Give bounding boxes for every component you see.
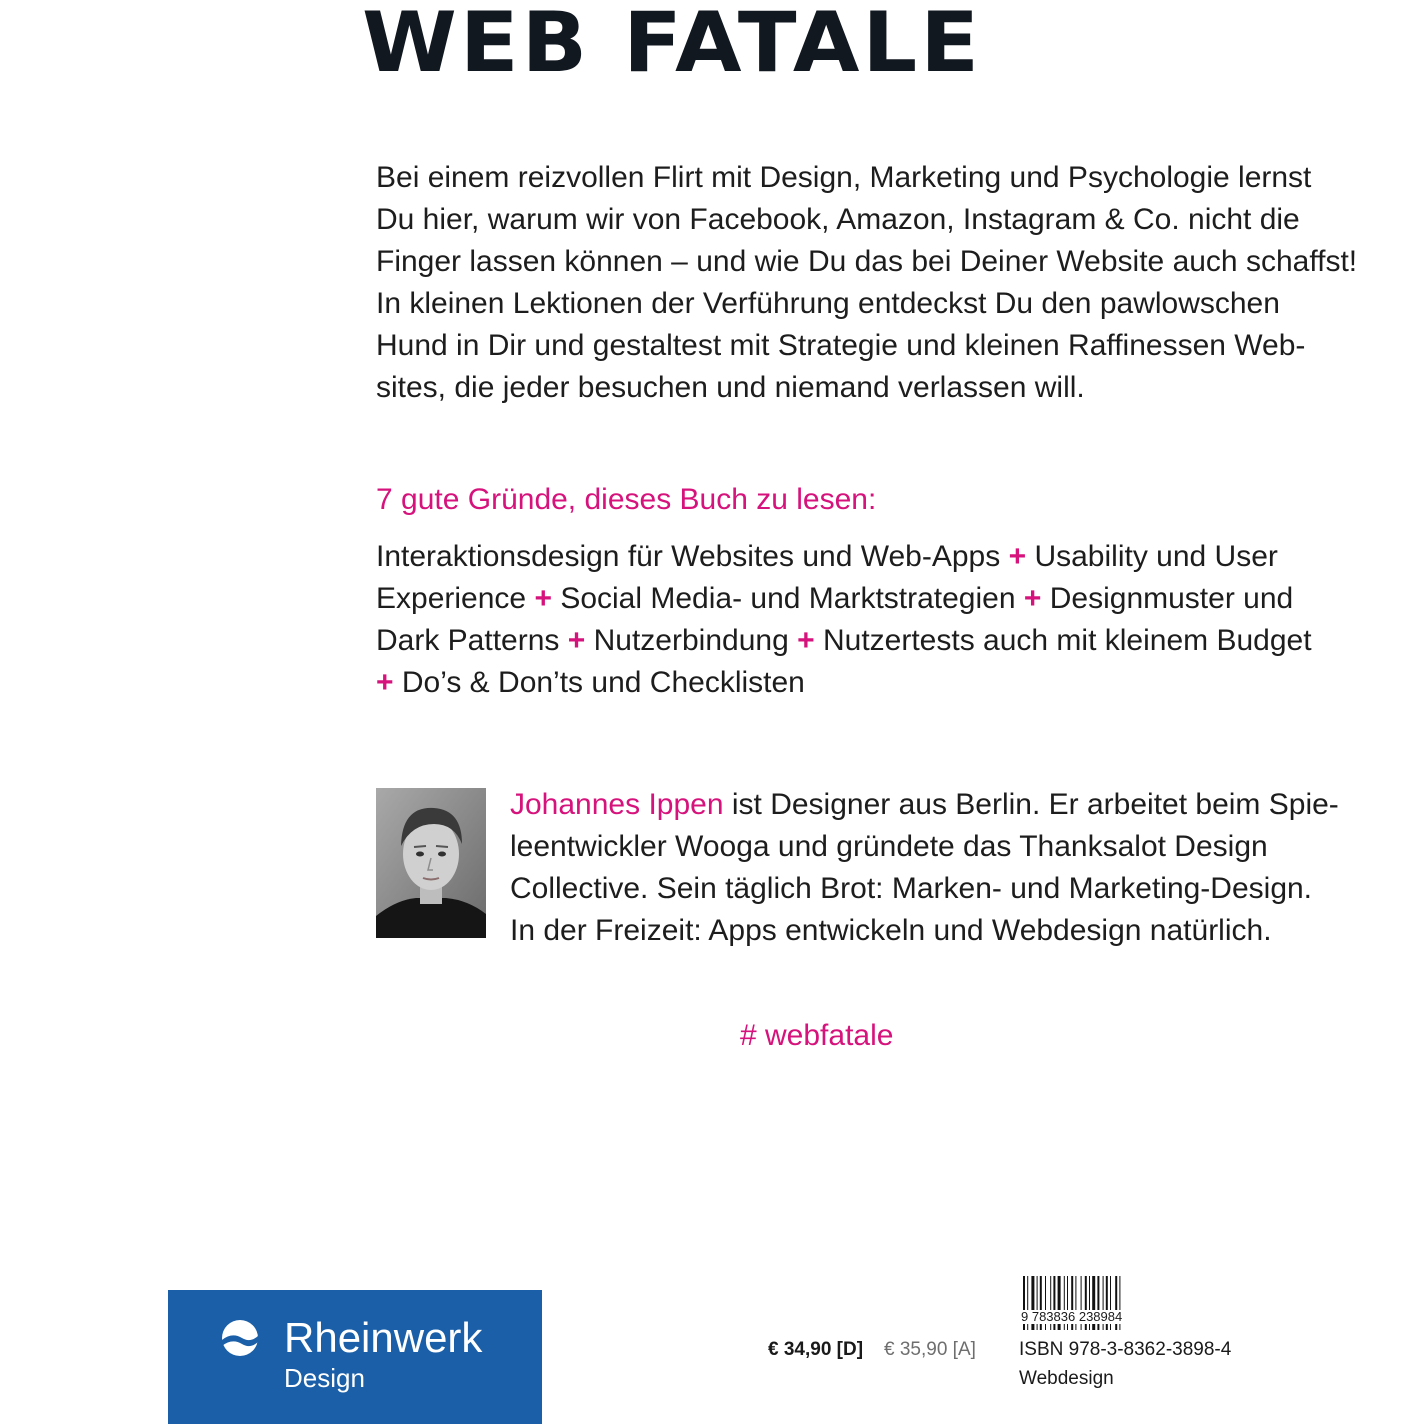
reasons-line — [376, 536, 1278, 578]
reasons-heading: 7 gute Gründe, dieses Buch zu lesen: — [376, 483, 877, 516]
intro-line: Finger lassen können – und wie Du das bei Deiner Website auch schaffst! — [376, 245, 1358, 278]
author-photo — [376, 788, 486, 938]
intro-line: Bei einem reizvollen Flirt mit Design, Marketing und Psychologie lernst — [376, 161, 1312, 194]
price-germany: € 34,90 [D] — [768, 1339, 864, 1360]
intro-line: Du hier, warum wir von Facebook, Amazon, Instagram & Co. nicht die — [376, 203, 1300, 236]
plus-separator: + — [567, 624, 586, 657]
reason-item: Designmuster und — [1049, 582, 1294, 615]
reasons-list — [376, 536, 1312, 704]
publisher-imprint: Design — [284, 1363, 365, 1393]
barcode-digits: 9 783836 238984 — [1021, 1309, 1123, 1324]
intro-line: sites, die jeder besuchen und niemand verlassen will. — [376, 371, 1085, 404]
reason-item: Experience — [376, 582, 527, 615]
author-bio-text: ist Designer aus Berlin. Er arbeitet beim Spie- — [731, 788, 1339, 821]
book-title: WEB FATALE — [362, 0, 982, 92]
plus-separator: + — [1023, 582, 1042, 615]
author-name: Johannes Ippen — [510, 788, 724, 821]
reason-item: Nutzertests auch mit kleinem Budget — [822, 624, 1312, 657]
plus-separator: + — [1008, 540, 1027, 573]
portrait-icon — [376, 788, 486, 938]
publisher-logo-block — [168, 1290, 542, 1424]
reason-item: Dark Patterns — [376, 624, 560, 657]
intro-line: In kleinen Lektionen der Verführung entdeckst Du den pawlowschen — [376, 287, 1280, 320]
author-bio-line: In der Freizeit: Apps entwickeln und Webdesign natürlich. — [510, 914, 1272, 947]
author-bio-line: leentwickler Wooga und gründete das Thanksalot Design — [510, 830, 1268, 863]
plus-separator: + — [376, 666, 394, 699]
hashtag: # webfatale — [740, 1019, 894, 1052]
reason-item: Nutzerbindung — [593, 624, 789, 657]
reasons-line — [376, 578, 1294, 620]
plus-separator: + — [534, 582, 552, 615]
plus-separator: + — [797, 624, 815, 657]
intro-paragraph — [376, 157, 1358, 409]
reasons-line — [376, 662, 1254, 704]
book-category: Webdesign — [1019, 1368, 1114, 1389]
price-austria: € 35,90 [A] — [884, 1339, 976, 1360]
author-bio — [510, 784, 1339, 952]
author-bio-line: Collective. Sein täglich Brot: Marken- und Marketing-Design. — [510, 872, 1313, 905]
intro-line: Hund in Dir und gestaltest mit Strategie und kleinen Raffinessen Web- — [376, 329, 1306, 362]
reasons-line — [376, 620, 1312, 662]
reason-item: Interaktionsdesign für Websites und Web-Apps — [376, 540, 1001, 573]
isbn-number: ISBN 978-3-8362-3898-4 — [1019, 1339, 1232, 1360]
publisher-name: Rheinwerk — [284, 1314, 483, 1361]
author-bio-line — [510, 784, 1339, 826]
reason-item: Do’s & Don’ts und Checklisten — [401, 666, 805, 699]
publisher-wave-icon — [220, 1318, 260, 1358]
reason-item: Usability und User — [1034, 540, 1278, 573]
reason-item: Social Media- und Marktstrategien — [560, 582, 1016, 615]
